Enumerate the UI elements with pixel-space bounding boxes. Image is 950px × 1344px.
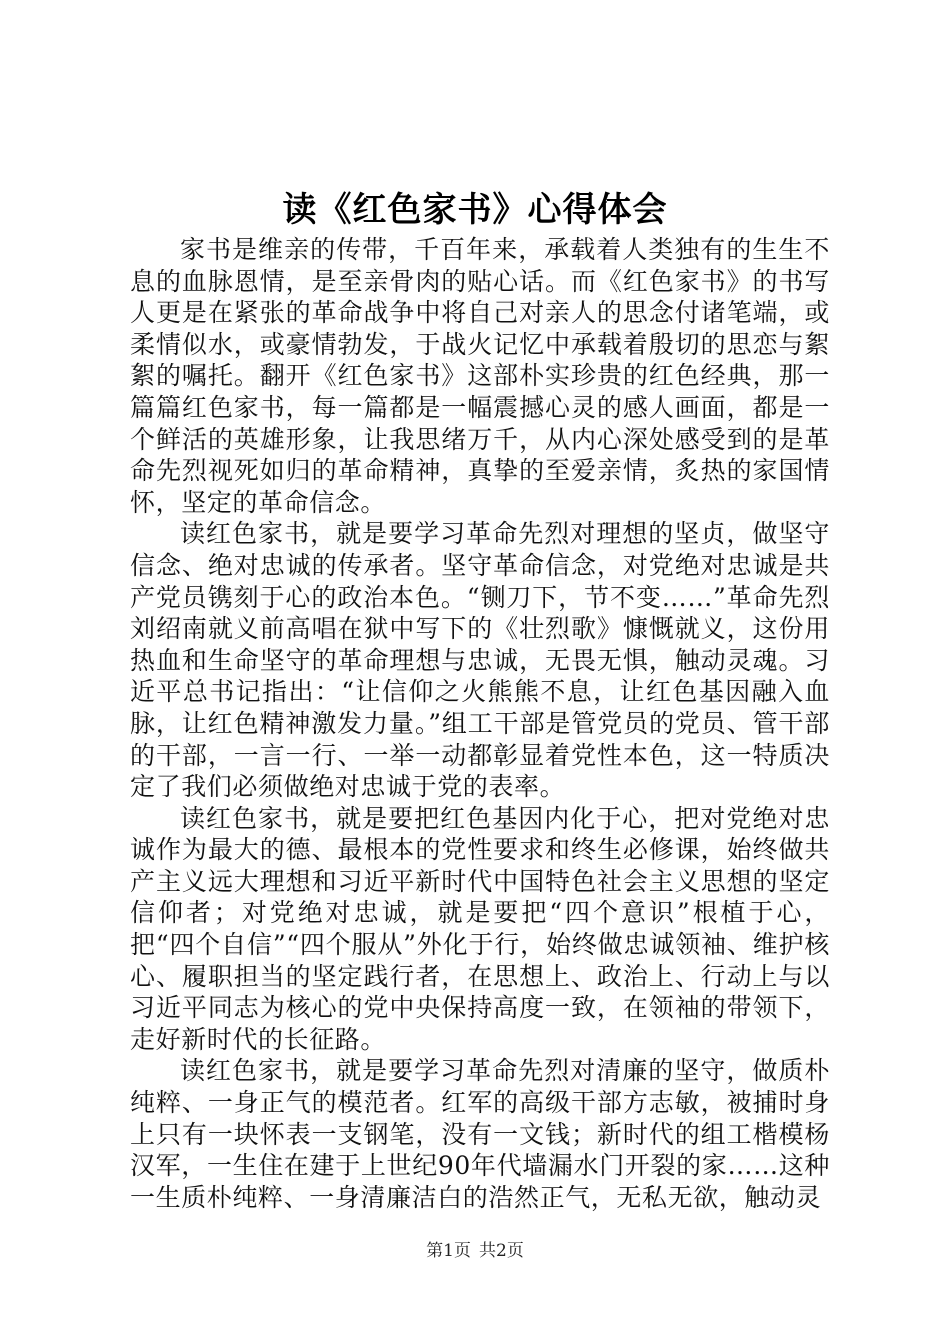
- page-footer: [0, 1240, 950, 1262]
- page-total: 共2页: [479, 1241, 524, 1261]
- paragraph-4: 读红色家书，就是要学习革命先烈对清廉的坚守，做质朴纯粹、一身正气的模范者。红军的高级干部方志敏，被捕时身上只有一块怀表一支钢笔，没有一文钱；新时代的组工楷模杨汉军，一生住在建于上世纪90年代墙漏水门开裂的家……这种一生质朴纯粹、一身清廉洁白的浩然正气，无私无欲，触动灵: [130, 1056, 830, 1212]
- paragraph-1: 家书是维亲的传带，千百年来，承载着人类独有的生生不息的血脉恩情，是至亲骨肉的贴心话。而《红色家书》的书写人更是在紧张的革命战争中将自己对亲人的思念付诸笔端，或柔情似水，或豪情勃发，于战火记忆中承载着殷切的思恋与絮絮的嘱托。翻开《红色家书》这部朴实珍贵的红色经典，那一篇篇红色家书，每一篇都是一幅震撼心灵的感人画面，都是一个鲜活的英雄形象，让我思绪万千，从内心深处感受到的是革命先烈视死如归的革命精神，真挚的至爱亲情，炙热的家国情怀，坚定的革命信念。: [130, 235, 830, 517]
- document-body: [130, 234, 830, 1213]
- paragraph-2: 读红色家书，就是要学习革命先烈对理想的坚贞，做坚守信念、绝对忠诚的传承者。坚守革命信念，对党绝对忠诚是共产党员镌刻于心的政治本色。“铡刀下，节不变……”革命先烈刘绍南就义前高唱在狱中写下的《壮烈歌》慷慨就义，这份用热血和生命坚守的革命理想与忠诚，无畏无惧，触动灵魂。习近平总书记指出：“让信仰之火熊熊不息，让红色基因融入血脉，让红色精神激发力量。”组工干部是管党员的党员、管干部的干部，一言一行、一举一动都彰显着党性本色，这一特质决定了我们必须做绝对忠诚于党的表率。: [130, 519, 830, 802]
- document-title: 读《红色家书》心得体会: [282, 190, 668, 230]
- paragraph-3: 读红色家书，就是要把红色基因内化于心，把对党绝对忠诚作为最大的德、最根本的党性要求和终生必修课，始终做共产主义远大理想和习近平新时代中国特色社会主义思想的坚定信仰者；对党绝对忠诚，就是要把“四个意识”根植于心，把“四个自信”“四个服从”外化于行，始终做忠诚领袖、维护核心、履职担当的坚定践行者，在思想上、政治上、行动上与以习近平同志为核心的党中央保持高度一致，在领袖的带领下，走好新时代的长征路。: [130, 803, 830, 1054]
- page-number: 第1页: [426, 1241, 471, 1261]
